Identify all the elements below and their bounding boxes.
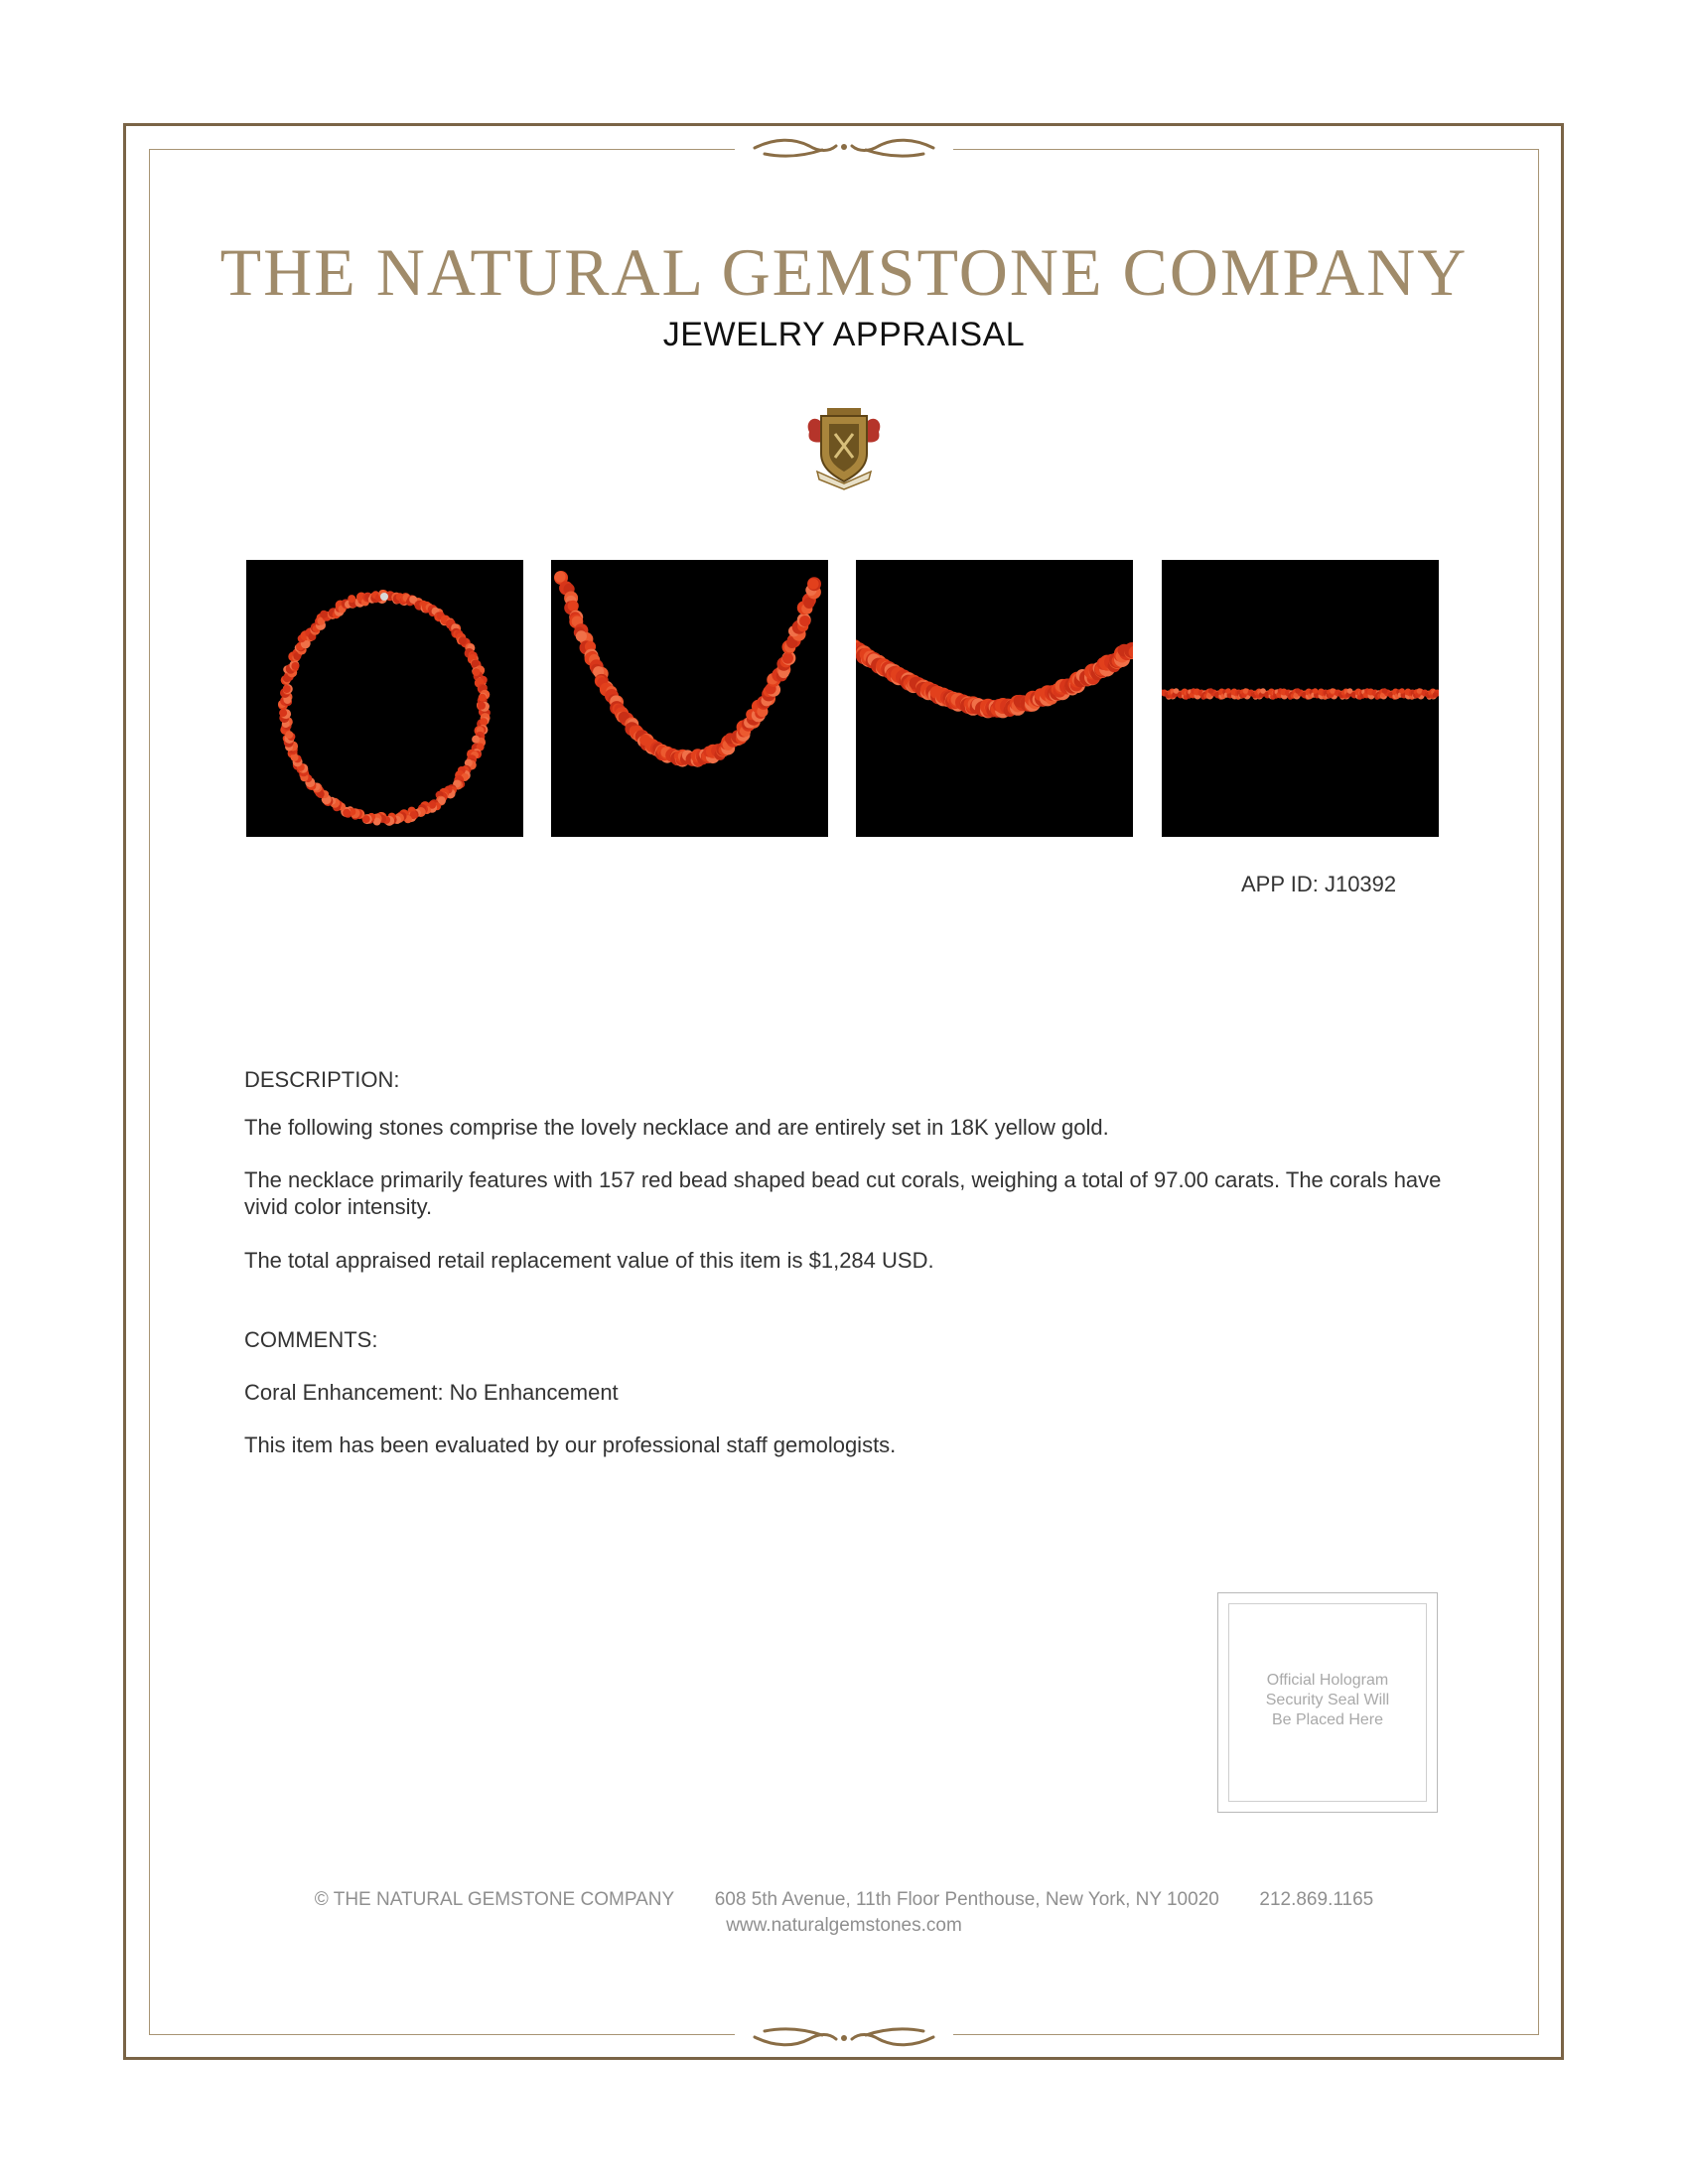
necklace-strand-photo [1162, 560, 1439, 837]
top-ornament-icon [735, 134, 953, 164]
footer-phone: 212.869.1165 [1259, 1889, 1374, 1910]
footer-address-line [0, 1889, 1688, 1911]
comment-line: Coral Enhancement: No Enhancement [244, 1380, 619, 1405]
comments-heading: COMMENTS: [244, 1327, 378, 1352]
necklace-closeup-photo [856, 560, 1133, 837]
seal-text-line: Official Hologram [1266, 1672, 1389, 1689]
full-necklace-photo [246, 560, 523, 837]
company-crest-icon [799, 402, 889, 491]
hologram-seal-text [1228, 1671, 1427, 1730]
company-name: THE NATURAL GEMSTONE COMPANY [219, 234, 1469, 310]
seal-text-line: Security Seal Will [1265, 1692, 1390, 1708]
footer-copyright: © THE NATURAL GEMSTONE COMPANY [314, 1889, 675, 1910]
app-id: APP ID: J10392 [1241, 872, 1397, 896]
description-paragraph: The following stones comprise the lovely necklace and are entirely set in 18K yellow gold. [244, 1115, 1109, 1140]
necklace-detail-photo [551, 560, 828, 837]
document-title: JEWELRY APPRAISAL [662, 316, 1026, 353]
description-paragraph: The necklace primarily features with 157 red bead shaped bead cut corals, weighing a total of 97.00 carats. The corals have vivid color intensity. [244, 1167, 1442, 1219]
bottom-ornament-icon [735, 2021, 953, 2051]
seal-text-line: Be Placed Here [1271, 1711, 1384, 1728]
footer-address: 608 5th Avenue, 11th Floor Penthouse, New York, NY 10020 [714, 1889, 1219, 1910]
appraised-value-paragraph: The total appraised retail replacement value of this item is $1,284 USD. [244, 1248, 934, 1273]
description-heading: DESCRIPTION: [244, 1067, 400, 1092]
comment-line: This item has been evaluated by our professional staff gemologists. [244, 1433, 897, 1457]
footer-website[interactable]: www.naturalgemstones.com [726, 1915, 962, 1936]
